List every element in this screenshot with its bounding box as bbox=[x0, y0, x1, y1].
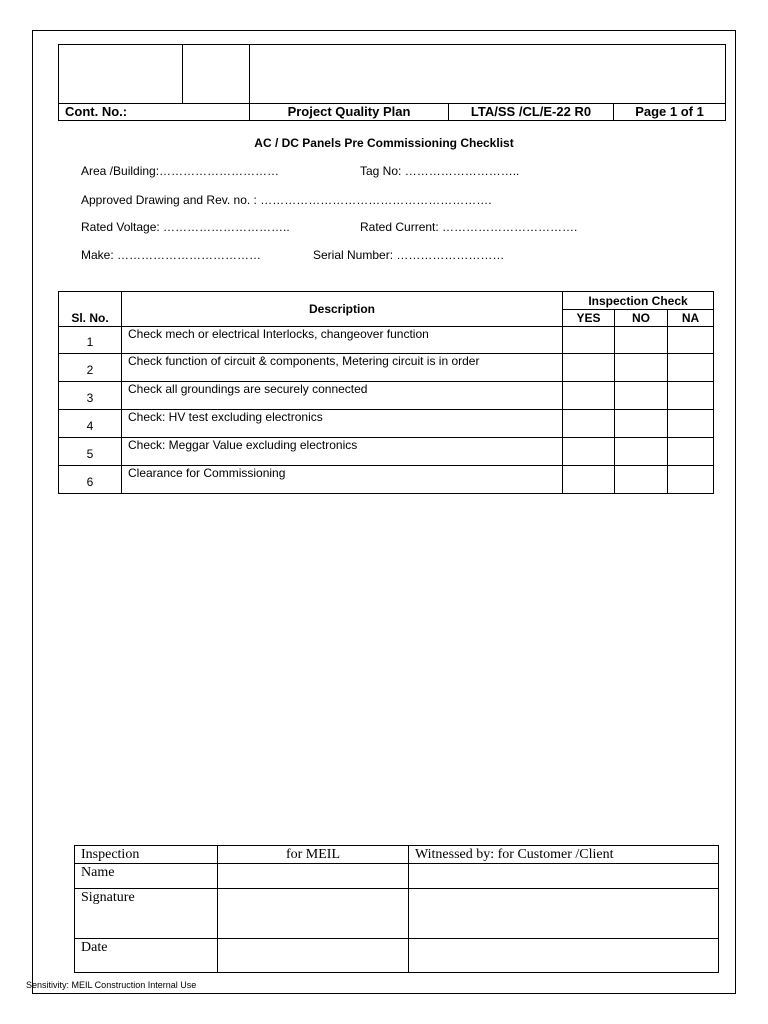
row-description: Check function of circuit & components, Metering circuit is in order bbox=[122, 354, 563, 382]
meil-name-cell[interactable] bbox=[218, 864, 409, 889]
document-header bbox=[58, 44, 726, 121]
yes-cell[interactable] bbox=[563, 410, 615, 438]
row-sl-no: 2 bbox=[59, 354, 122, 382]
yes-cell[interactable] bbox=[563, 327, 615, 354]
row-description: Check: Meggar Value excluding electronics bbox=[122, 438, 563, 466]
sensitivity-footnote: Sensitivity: MEIL Construction Internal Use bbox=[26, 980, 197, 990]
yes-cell[interactable] bbox=[563, 382, 615, 410]
table-row bbox=[59, 466, 714, 494]
table-row bbox=[59, 438, 714, 466]
na-cell[interactable] bbox=[668, 354, 714, 382]
serial-number-field[interactable]: Serial Number: ……………………… bbox=[313, 248, 505, 262]
row-sl-no: 6 bbox=[59, 466, 122, 494]
row-description: Check all groundings are securely connected bbox=[122, 382, 563, 410]
row-sl-no: 4 bbox=[59, 410, 122, 438]
logo-cell-left bbox=[59, 45, 183, 104]
table-row bbox=[59, 327, 714, 354]
signoff-row-signature: Signature bbox=[75, 889, 218, 939]
row-sl-no: 5 bbox=[59, 438, 122, 466]
na-cell[interactable] bbox=[668, 466, 714, 494]
signoff-row-name: Name bbox=[75, 864, 218, 889]
no-cell[interactable] bbox=[615, 438, 668, 466]
col-header-description: Description bbox=[122, 292, 563, 327]
rated-current-field[interactable]: Rated Current: ……………………………. bbox=[360, 220, 578, 234]
na-cell[interactable] bbox=[668, 438, 714, 466]
col-header-sl-no: Sl. No. bbox=[59, 292, 122, 327]
table-row bbox=[59, 354, 714, 382]
tag-no-field[interactable]: Tag No: ……………………….. bbox=[360, 164, 520, 178]
logo-cell-middle bbox=[183, 45, 250, 104]
na-cell[interactable] bbox=[668, 382, 714, 410]
na-cell[interactable] bbox=[668, 410, 714, 438]
col-header-inspection-check: Inspection Check bbox=[563, 292, 714, 310]
col-header-yes: YES bbox=[563, 310, 615, 327]
client-signature-cell[interactable] bbox=[409, 889, 719, 939]
col-header-na: NA bbox=[668, 310, 714, 327]
signoff-col-inspection: Inspection bbox=[75, 846, 218, 864]
checklist-table bbox=[58, 291, 714, 494]
signoff-col-witness: Witnessed by: for Customer /Client bbox=[409, 846, 719, 864]
row-description: Check mech or electrical Interlocks, changeover function bbox=[122, 327, 563, 354]
rated-voltage-field[interactable]: Rated Voltage: ………………………….. bbox=[81, 220, 290, 234]
no-cell[interactable] bbox=[615, 382, 668, 410]
row-description: Check: HV test excluding electronics bbox=[122, 410, 563, 438]
no-cell[interactable] bbox=[615, 327, 668, 354]
table-row bbox=[59, 382, 714, 410]
signoff-row-date: Date bbox=[75, 939, 218, 973]
no-cell[interactable] bbox=[615, 354, 668, 382]
row-sl-no: 1 bbox=[59, 327, 122, 354]
client-date-cell[interactable] bbox=[409, 939, 719, 973]
area-building-field[interactable]: Area /Building:………………………… bbox=[81, 164, 280, 178]
signoff-table bbox=[74, 845, 719, 973]
approved-drawing-field[interactable]: Approved Drawing and Rev. no. : …………………………………………………. bbox=[81, 193, 492, 207]
make-field[interactable]: Make: ……………………………… bbox=[81, 248, 262, 262]
signoff-col-meil: for MEIL bbox=[218, 846, 409, 864]
meil-signature-cell[interactable] bbox=[218, 889, 409, 939]
row-sl-no: 3 bbox=[59, 382, 122, 410]
client-name-cell[interactable] bbox=[409, 864, 719, 889]
yes-cell[interactable] bbox=[563, 354, 615, 382]
plan-title: Project Quality Plan bbox=[250, 104, 449, 121]
page-label: Page 1 of 1 bbox=[614, 104, 726, 121]
document-title: AC / DC Panels Pre Commissioning Checklist bbox=[254, 136, 514, 150]
doc-code: LTA/SS /CL/E-22 R0 bbox=[449, 104, 614, 121]
logo-cell-right bbox=[250, 45, 726, 104]
na-cell[interactable] bbox=[668, 327, 714, 354]
row-description: Clearance for Commissioning bbox=[122, 466, 563, 494]
meil-date-cell[interactable] bbox=[218, 939, 409, 973]
yes-cell[interactable] bbox=[563, 466, 615, 494]
no-cell[interactable] bbox=[615, 410, 668, 438]
col-header-no: NO bbox=[615, 310, 668, 327]
no-cell[interactable] bbox=[615, 466, 668, 494]
table-row bbox=[59, 410, 714, 438]
yes-cell[interactable] bbox=[563, 438, 615, 466]
cont-no-label: Cont. No.: bbox=[59, 104, 250, 121]
